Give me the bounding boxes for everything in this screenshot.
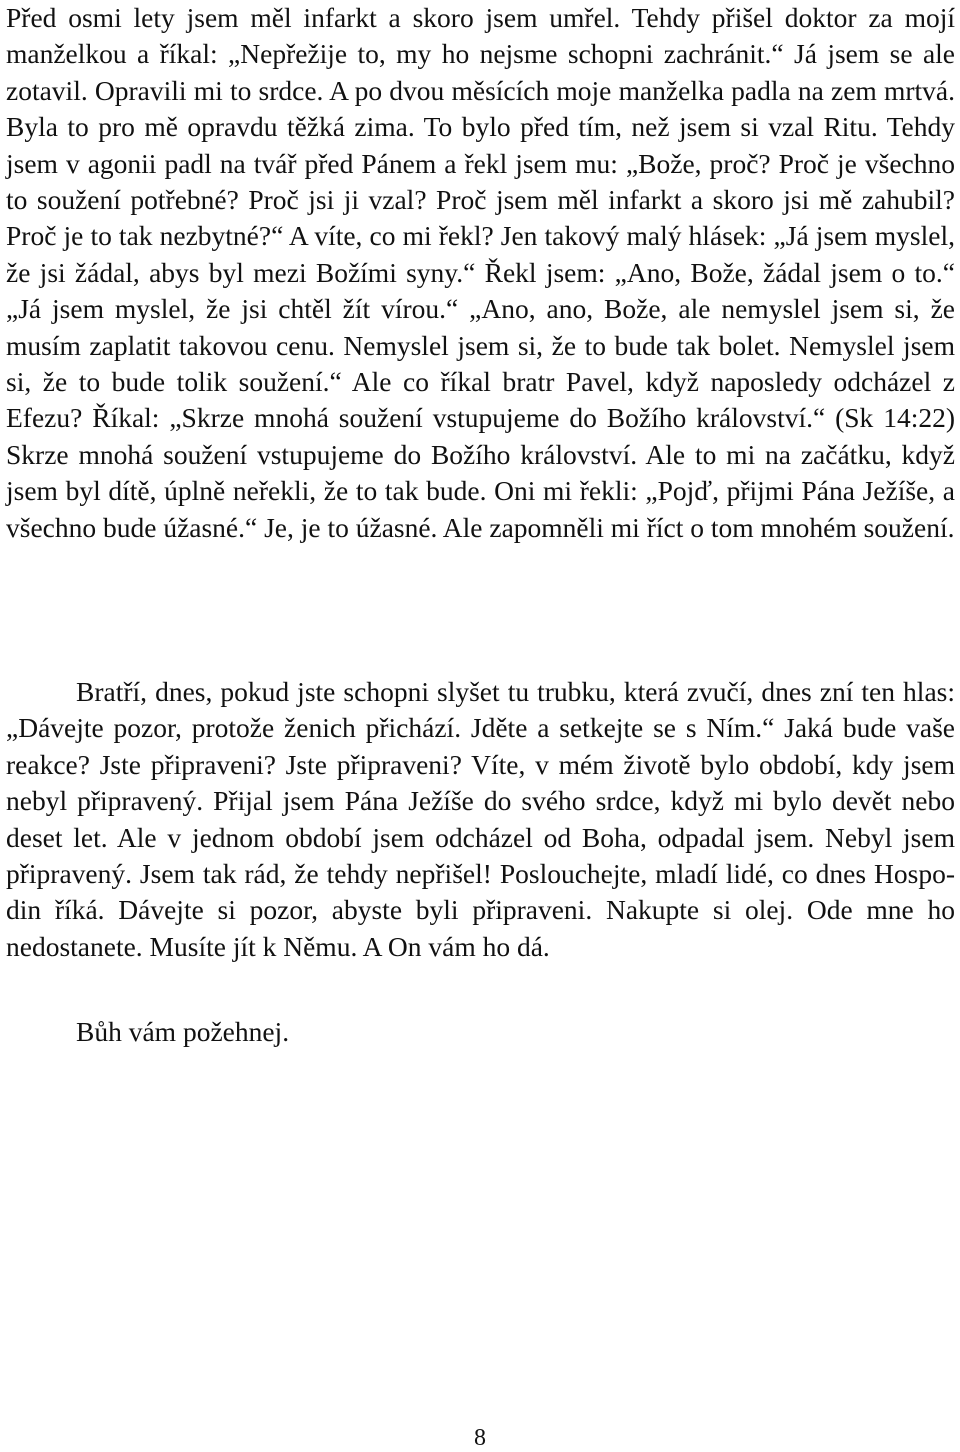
paragraph-blessing: Bůh vám požehnej. bbox=[76, 1016, 290, 1047]
paragraph-exhortation: Bratří, dnes, pokud jste schopni slyšet tu trubku, která zvučí, dnes zní ten hlas: „Dávejte pozor, protože ženich přichází. Jděte a setkejte se s Ním.“ Jaká bude vaše reakce? Jste připraveni? Jste připraveni? Víte, v mém životě bylo období, kdy jsem nebyl připravený. Přijal jsem Pána Ježíše do svého srdce, když mi bylo devět nebo deset let. Ale v jednom období jsem odcházel od Boha, odpadal jsem. Nebyl jsem připravený. Jsem tak rád, že tehdy nepřišel! Poslouchejte, mladí lidé, co dnes Hospodin říká. Dávejte si pozor, abyste byli připraveni. Nakupte si olej. Ode mne ho nedostanete. Musíte jít k Němu. A On vám ho dá. bbox=[6, 676, 955, 962]
page-number: 8 bbox=[474, 1425, 486, 1451]
paragraph-testimony: Před osmi lety jsem měl infarkt a skoro jsem umřel. Tehdy přišel doktor za mojí manželkou a říkal: „Nepřežije to, my ho nejsme schopni zachránit.“ Já jsem se ale zotavil. Opravili mi to srdce. A po dvou měsících moje manželka padla na zem mrtvá. Byla to pro mě opravdu těžká zima. To bylo před tím, než jsem si vzal Ritu. Tehdy jsem v agonii padl na tvář před Pánem a řekl jsem mu: „Bože, proč? Proč je všechno to soužení potřebné? Proč jsi ji vzal? Proč jsem měl infarkt a skoro jsi mě zahubil? Proč je to tak nezbytné?“ A víte, co mi řekl? Jen takový malý hlásek: „Já jsem myslel, že jsi žádal, abys byl mezi Božími syny.“ Řekl jsem: „Ano, Bože, žádal jsem o to.“ „Já jsem myslel, že jsi chtěl žít vírou.“ „Ano, ano, Bože, ale nemyslel jsem si, že musím zaplatit takovou cenu. Nemyslel jsem si, že to bude tak bolet. Nemyslel jsem si, že to bude tolik soužení.“ Ale co říkal bratr Pavel, když naposledy odcházel z Efezu? Říkal: „Skrze mnohá soužení vstupujeme do Božího království.“ (Sk 14:22) Skrze mnohá soužení vstupujeme do Božího království. Ale to mi na začátku, když jsem byl dítě, úplně neřekli, že to tak bude. Oni mi řekli: „Pojď, přijmi Pána Ježíše, a všechno bude úžasné.“ Je, je to úžasné. Ale zapomněli mi říct o tom mnohém soužení. bbox=[6, 2, 955, 543]
